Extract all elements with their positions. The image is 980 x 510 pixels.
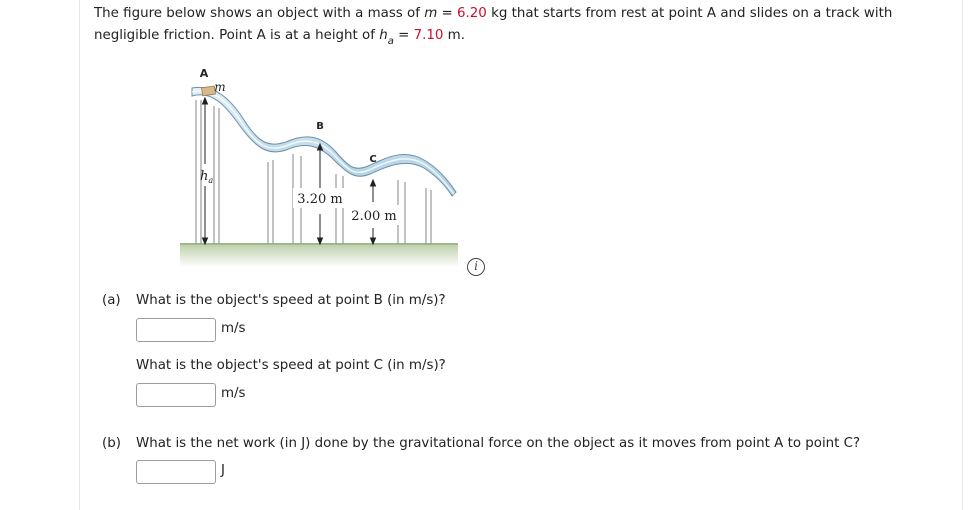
height-subscript: a bbox=[387, 36, 394, 47]
height-variable: h bbox=[379, 28, 388, 43]
unit-speed-c: m/s bbox=[221, 386, 246, 401]
right-border bbox=[962, 0, 963, 510]
mass-variable: m bbox=[424, 6, 438, 21]
answer-input-net-work[interactable] bbox=[136, 460, 216, 484]
label-c: C bbox=[369, 154, 377, 165]
question-speed-c: What is the object's speed at point C (in m/s)? bbox=[136, 358, 446, 373]
label-ha-var: h bbox=[200, 169, 209, 184]
label-ha bbox=[200, 169, 213, 185]
left-border bbox=[79, 0, 80, 510]
problem-statement bbox=[94, 3, 944, 48]
info-icon[interactable]: i bbox=[467, 258, 485, 276]
track-figure bbox=[178, 62, 468, 277]
unit-net-work: J bbox=[221, 463, 225, 478]
height-value: 7.10 bbox=[413, 28, 444, 43]
equals-sign: = bbox=[393, 28, 414, 43]
equals-sign: = bbox=[437, 6, 457, 21]
intro-text: The figure below shows an object with a mass of bbox=[94, 6, 425, 21]
question-speed-b: What is the object's speed at point B (in m/s)? bbox=[136, 293, 446, 308]
question-net-work: What is the net work (in J) done by the gravitational force on the object as it moves from point A to point C? bbox=[136, 436, 861, 451]
label-m: m bbox=[214, 80, 226, 94]
part-b-label: (b) bbox=[102, 436, 121, 451]
answer-input-speed-b[interactable] bbox=[136, 318, 216, 342]
unit-speed-b: m/s bbox=[221, 321, 246, 336]
part-a-label: (a) bbox=[102, 293, 121, 308]
label-a: A bbox=[199, 67, 209, 80]
intro-text: negligible friction. Point A is at a height of bbox=[94, 28, 380, 43]
track bbox=[192, 87, 456, 196]
ground bbox=[180, 243, 458, 267]
answer-input-speed-c[interactable] bbox=[136, 383, 216, 407]
mass-value: 6.20 bbox=[457, 6, 487, 21]
height-c-label: 2.00 m bbox=[351, 209, 397, 224]
intro-text: kg that starts from rest at point A and slides on a track with bbox=[486, 6, 893, 21]
label-b: B bbox=[316, 121, 324, 132]
label-ha-sub: a bbox=[208, 176, 214, 185]
height-b-label: 3.20 m bbox=[297, 192, 343, 207]
intro-text: m. bbox=[443, 28, 465, 43]
